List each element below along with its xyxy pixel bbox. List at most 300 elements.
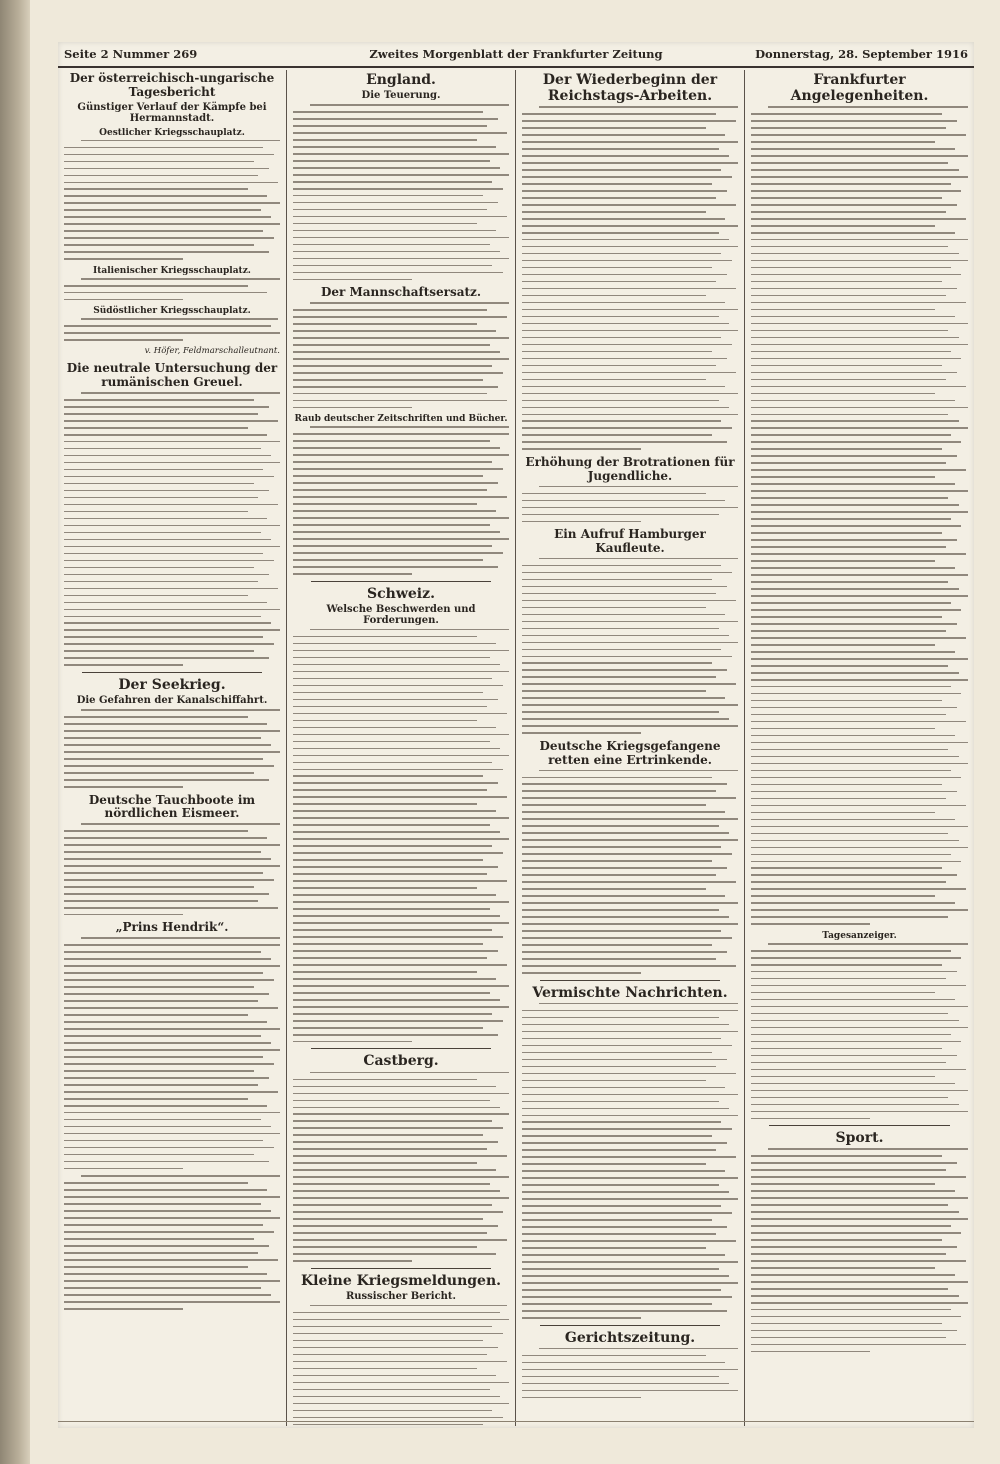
text-line <box>293 1319 509 1321</box>
text-line <box>64 865 280 867</box>
text-line <box>751 644 935 646</box>
text-line <box>293 365 492 367</box>
text-line <box>522 818 738 820</box>
text-line <box>64 1308 183 1310</box>
text-line <box>293 230 496 232</box>
text-line <box>293 1013 492 1015</box>
text-line <box>751 588 959 590</box>
text-line <box>751 148 955 150</box>
text-line <box>751 469 966 471</box>
text-line <box>751 197 942 199</box>
text-line <box>751 274 961 276</box>
text-line <box>751 833 948 835</box>
text-line <box>522 176 732 178</box>
text-line <box>522 1024 729 1026</box>
text-line <box>522 621 738 623</box>
text-line <box>522 1282 738 1284</box>
text-line <box>751 902 955 904</box>
text-line <box>751 546 946 548</box>
text-line <box>64 986 254 988</box>
text-line <box>293 1086 496 1088</box>
article-subhead: Die Teuerung. <box>361 90 441 102</box>
text-line <box>293 573 412 575</box>
section-rule <box>82 672 262 673</box>
text-line <box>522 1156 736 1158</box>
text-line <box>293 880 507 882</box>
text-line <box>64 1217 280 1219</box>
text-line <box>293 1100 490 1102</box>
text-line <box>751 281 942 283</box>
text-line <box>522 607 706 609</box>
text-line <box>293 775 483 777</box>
section-heading: Italienischer Kriegsschauplatz. <box>93 265 251 276</box>
text-line <box>522 1317 641 1319</box>
text-line <box>293 922 509 924</box>
text-line <box>751 854 951 856</box>
section-heading: Südöstlicher Kriegsschauplatz. <box>93 306 251 317</box>
text-line <box>64 965 280 967</box>
text-line <box>751 805 966 807</box>
body-text <box>522 558 738 734</box>
article-headline: Deutsche Kriegsgefangene retten eine Ertrinkende. <box>539 738 721 767</box>
page-header <box>58 42 974 68</box>
text-line <box>522 614 725 616</box>
text-line <box>751 992 935 994</box>
text-line <box>293 692 483 694</box>
text-line <box>64 168 269 170</box>
text-line <box>522 323 729 325</box>
text-line <box>522 351 712 353</box>
article-subhead: Günstiger Verlauf der Kämpfe bei Hermannstadt. <box>77 101 267 124</box>
text-line <box>64 406 269 408</box>
text-line <box>539 1348 738 1350</box>
text-line <box>751 1295 959 1297</box>
text-line <box>522 649 721 651</box>
text-line <box>751 964 942 966</box>
text-line <box>522 1066 716 1068</box>
text-line <box>522 656 732 658</box>
text-line <box>293 125 487 127</box>
column-2 <box>287 70 516 1426</box>
text-line <box>293 1093 509 1095</box>
text-line <box>522 400 719 402</box>
text-line <box>64 581 258 583</box>
text-line <box>751 532 942 534</box>
column-3 <box>516 70 745 1426</box>
text-line <box>293 330 496 332</box>
text-line <box>751 539 957 541</box>
text-line <box>64 664 183 666</box>
text-line <box>751 735 955 737</box>
body-text <box>293 1305 509 1426</box>
text-line <box>522 804 706 806</box>
text-line <box>64 195 267 197</box>
text-line <box>293 1396 500 1398</box>
text-line <box>64 786 183 788</box>
text-line <box>751 1155 942 1157</box>
text-line <box>293 1253 496 1255</box>
text-line <box>522 1233 716 1235</box>
text-line <box>522 635 729 637</box>
text-line <box>751 386 966 388</box>
text-line <box>522 420 721 422</box>
text-line <box>751 462 946 464</box>
article-headline: Gerichtszeitung. <box>564 1329 696 1346</box>
text-line <box>751 316 955 318</box>
text-line <box>64 893 269 895</box>
text-line <box>522 1369 738 1371</box>
article <box>522 985 738 1319</box>
text-line <box>64 1098 248 1100</box>
text-line <box>522 1163 706 1165</box>
text-line <box>522 572 732 574</box>
text-line <box>751 721 966 723</box>
text-line <box>293 1368 477 1370</box>
text-line <box>64 441 280 443</box>
text-line <box>64 518 267 520</box>
text-line <box>64 434 267 436</box>
text-line <box>293 838 509 840</box>
text-line <box>293 323 477 325</box>
text-line <box>522 1149 716 1151</box>
text-line <box>293 244 490 246</box>
text-line <box>751 978 946 980</box>
text-line <box>64 900 258 902</box>
text-line <box>64 223 280 225</box>
text-line <box>522 902 738 904</box>
text-line <box>751 700 942 702</box>
text-line <box>64 837 267 839</box>
text-line <box>64 1133 280 1135</box>
text-line <box>751 455 957 457</box>
text-line <box>293 393 487 395</box>
body-text <box>522 106 738 450</box>
text-line <box>293 755 509 757</box>
text-line <box>522 120 736 122</box>
text-line <box>522 1184 719 1186</box>
text-line <box>64 483 254 485</box>
text-line <box>522 853 732 855</box>
text-line <box>293 1120 492 1122</box>
text-line <box>64 851 261 853</box>
text-line <box>751 239 968 241</box>
text-line <box>751 1232 961 1234</box>
text-line <box>751 141 935 143</box>
text-line <box>64 574 269 576</box>
text-line <box>293 344 490 346</box>
text-line <box>293 400 507 402</box>
text-line <box>293 195 483 197</box>
article <box>522 740 738 974</box>
text-line <box>64 532 261 534</box>
text-line <box>293 796 507 798</box>
text-line <box>522 1080 706 1082</box>
text-line <box>64 622 271 624</box>
body-text <box>64 937 280 1169</box>
text-line <box>751 756 959 758</box>
text-line <box>522 162 738 164</box>
text-line <box>293 461 492 463</box>
text-line <box>751 1097 948 1099</box>
text-line <box>293 440 490 442</box>
text-line <box>293 1260 412 1262</box>
text-line <box>522 711 719 713</box>
text-line <box>522 427 732 429</box>
text-line <box>64 844 280 846</box>
text-line <box>293 468 503 470</box>
text-line <box>293 309 487 311</box>
text-line <box>64 1224 263 1226</box>
text-line <box>293 1176 509 1178</box>
text-line <box>293 407 412 409</box>
text-line <box>64 1021 267 1023</box>
text-line <box>293 1041 412 1043</box>
text-line <box>522 704 738 706</box>
text-line <box>751 881 946 883</box>
text-line <box>64 1035 261 1037</box>
article <box>522 456 738 522</box>
article <box>522 1330 738 1399</box>
text-line <box>522 1101 719 1103</box>
text-line <box>293 146 496 148</box>
text-line <box>751 1048 942 1050</box>
masthead: Zweites Morgenblatt der Frankfurter Zeitung <box>369 47 663 61</box>
text-line <box>522 232 719 234</box>
text-line <box>522 316 719 318</box>
text-line <box>64 325 271 327</box>
body-text <box>522 1348 738 1398</box>
text-line <box>751 985 966 987</box>
text-line <box>293 859 483 861</box>
text-line <box>751 1197 968 1199</box>
text-line <box>293 636 477 638</box>
text-line <box>64 1203 261 1205</box>
text-line <box>64 616 261 618</box>
text-line <box>522 923 738 925</box>
text-line <box>293 685 503 687</box>
text-line <box>751 441 961 443</box>
text-line <box>751 1034 951 1036</box>
text-line <box>751 1246 957 1248</box>
text-line <box>768 106 968 108</box>
text-line <box>751 1104 959 1106</box>
text-line <box>293 316 507 318</box>
text-line <box>64 636 263 638</box>
text-line <box>293 1183 490 1185</box>
text-line <box>293 475 483 477</box>
text-line <box>751 742 968 744</box>
text-line <box>751 1309 951 1311</box>
text-line <box>81 709 280 711</box>
text-line <box>293 482 498 484</box>
text-line <box>522 697 725 699</box>
text-line <box>522 169 721 171</box>
text-line <box>768 1148 968 1150</box>
text-line <box>64 758 263 760</box>
text-line <box>293 929 492 931</box>
article <box>751 1130 968 1352</box>
text-line <box>293 762 492 764</box>
text-line <box>293 510 496 512</box>
text-line <box>64 951 261 953</box>
text-line <box>293 272 503 274</box>
text-line <box>64 1273 267 1275</box>
text-line <box>751 518 951 520</box>
text-line <box>751 134 966 136</box>
text-line <box>751 1267 935 1269</box>
text-line <box>293 971 477 973</box>
text-line <box>293 1239 507 1241</box>
text-line <box>64 1189 267 1191</box>
text-line <box>522 628 719 630</box>
text-line <box>293 223 477 225</box>
page-number: Seite 2 Nummer 269 <box>64 47 198 61</box>
text-line <box>751 672 959 674</box>
text-line <box>293 1375 496 1377</box>
text-line <box>64 1154 254 1156</box>
text-line <box>64 525 280 527</box>
text-line <box>293 950 498 952</box>
text-line <box>293 251 500 253</box>
text-line <box>522 1191 729 1193</box>
text-line <box>64 1042 271 1044</box>
text-line <box>522 1059 727 1061</box>
text-line <box>293 545 492 547</box>
text-line <box>751 379 946 381</box>
text-line <box>522 1212 732 1214</box>
text-line <box>293 1204 492 1206</box>
text-line <box>522 593 716 595</box>
text-line <box>751 665 948 667</box>
text-line <box>293 824 490 826</box>
text-line <box>522 777 712 779</box>
article-headline: Ein Aufruf Hamburger Kaufleute. <box>554 527 706 555</box>
text-line <box>293 1211 503 1213</box>
text-line <box>751 916 948 918</box>
article-headline: Erhöhung der Brotrationen für Jugendliche. <box>525 455 735 483</box>
text-line <box>64 154 274 156</box>
text-line <box>522 434 712 436</box>
body-text <box>522 1003 738 1319</box>
section-heading: Oestlicher Kriegsschauplatz. <box>99 127 245 138</box>
text-line <box>522 155 729 157</box>
text-line <box>522 930 721 932</box>
article-subhead: Die Gefahren der Kanalschiffahrt. <box>76 695 268 707</box>
text-line <box>751 957 961 959</box>
text-line <box>293 1347 498 1349</box>
text-line <box>522 1376 719 1378</box>
text-line <box>64 539 271 541</box>
text-line <box>751 1027 968 1029</box>
newspaper-page <box>58 42 974 1428</box>
text-line <box>81 823 280 825</box>
text-line <box>522 1087 725 1089</box>
text-line <box>293 237 509 239</box>
text-line <box>539 558 738 560</box>
text-line <box>64 244 254 246</box>
text-line <box>64 560 274 562</box>
text-line <box>522 1383 729 1385</box>
text-line <box>293 887 477 889</box>
text-line <box>522 958 716 960</box>
text-line <box>64 723 267 725</box>
article <box>64 921 280 1169</box>
text-line <box>522 867 727 869</box>
body-text <box>293 629 509 1043</box>
text-line <box>64 1245 269 1247</box>
text-line <box>751 1211 959 1213</box>
text-line <box>751 812 935 814</box>
text-line <box>81 937 280 939</box>
article <box>64 794 280 916</box>
article-headline: Kleine Kriegsmeldungen. <box>300 1272 502 1289</box>
text-line <box>751 1302 968 1304</box>
text-line <box>293 1333 503 1335</box>
text-line <box>293 831 500 833</box>
text-line <box>751 1274 955 1276</box>
text-line <box>64 779 269 781</box>
body-text <box>64 140 280 260</box>
text-line <box>751 763 968 765</box>
text-line <box>751 309 935 311</box>
text-line <box>64 237 274 239</box>
body-text <box>293 426 509 574</box>
text-line <box>522 295 706 297</box>
article-headline: England. <box>366 72 436 88</box>
text-line <box>522 586 727 588</box>
text-line <box>522 358 727 360</box>
text-line <box>64 907 278 909</box>
text-line <box>293 1232 487 1234</box>
text-line <box>751 784 942 786</box>
body-text <box>751 1148 968 1352</box>
text-line <box>522 134 725 136</box>
body-text <box>293 104 509 280</box>
text-line <box>64 643 274 645</box>
text-line <box>522 1362 725 1364</box>
text-line <box>522 839 738 841</box>
text-line <box>293 447 500 449</box>
text-line <box>293 678 492 680</box>
text-line <box>522 372 736 374</box>
text-line <box>293 1382 509 1384</box>
text-line <box>64 751 280 753</box>
text-line <box>293 915 500 917</box>
text-line <box>293 1361 507 1363</box>
text-line <box>293 181 492 183</box>
text-line <box>522 197 716 199</box>
text-line <box>293 1246 477 1248</box>
text-line <box>522 874 716 876</box>
text-line <box>751 630 946 632</box>
text-line <box>751 1316 961 1318</box>
text-line <box>751 798 946 800</box>
text-line <box>64 469 263 471</box>
book-spine <box>0 0 30 1464</box>
text-line <box>64 339 183 341</box>
text-line <box>64 1252 258 1254</box>
text-line <box>522 669 727 671</box>
text-line <box>293 1107 500 1109</box>
text-line <box>293 1197 509 1199</box>
text-line <box>293 657 490 659</box>
text-line <box>64 1301 280 1303</box>
text-line <box>522 811 725 813</box>
text-line <box>522 600 736 602</box>
text-line <box>293 1190 500 1192</box>
text-line <box>522 1355 706 1357</box>
text-line <box>522 253 721 255</box>
